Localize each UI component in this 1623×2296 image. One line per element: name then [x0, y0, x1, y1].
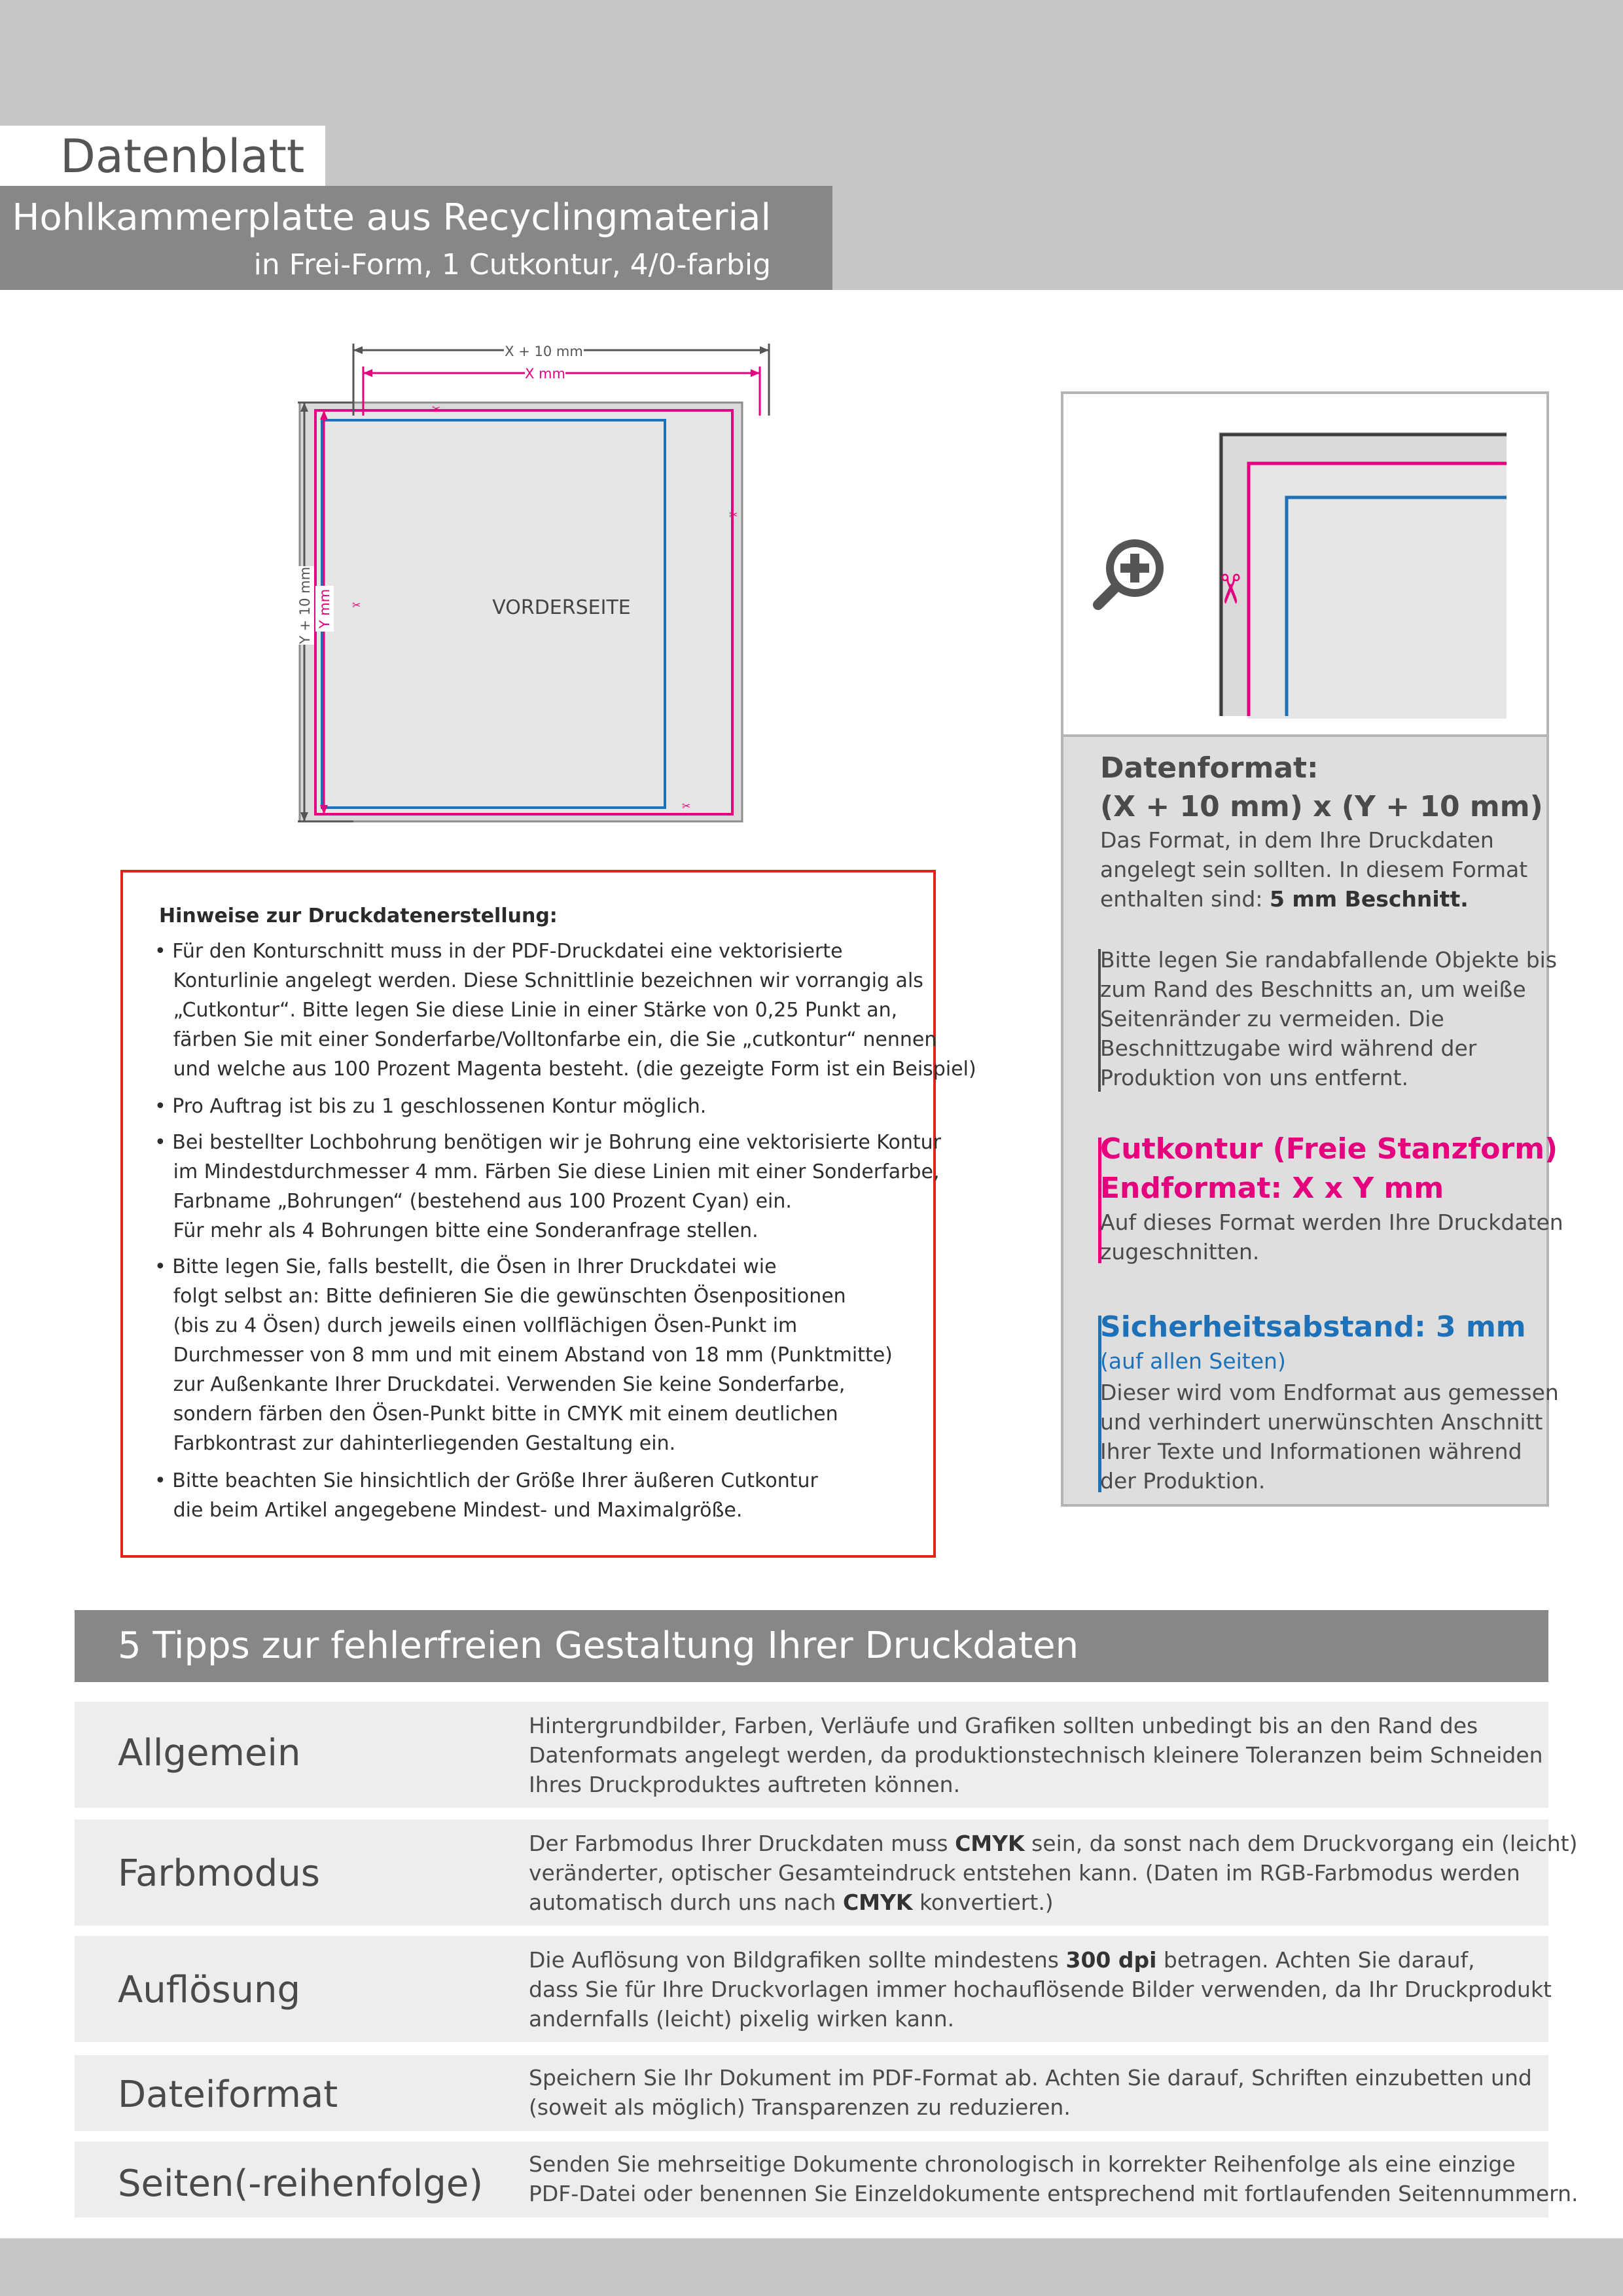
data-format-title: Datenformat: [1100, 751, 1319, 785]
hint-line: (bis zu 4 Ösen) durch jeweils einen vollflächigen Ösen-Punkt im [154, 1314, 798, 1337]
data-format-size: (X + 10 mm) x (Y + 10 mm) [1100, 790, 1543, 823]
hint-line: • Für den Konturschnitt muss in der PDF-Druckdatei eine vektorisierte [154, 940, 843, 963]
cut-desc: Auf dieses Format werden Ihre Druckdaten [1100, 1210, 1563, 1235]
tip-text-line: PDF-Datei oder benennen Sie Einzeldokumente entsprechend mit fortlaufenden Seitennummern. [529, 2181, 1578, 2206]
safety-desc-line: Dieser wird vom Endformat aus gemessen [1100, 1380, 1559, 1405]
safety-desc-line: und verhindert unerwünschten Anschnitt [1100, 1409, 1543, 1435]
safety-desc [1100, 1378, 1559, 1496]
tip-text-line: Senden Sie mehrseitige Dokumente chronologisch in korrekter Reihenfolge als eine einzige [529, 2151, 1516, 2177]
dim-inner-width-label: X mm [525, 366, 565, 382]
hint-line: Für mehr als 4 Bohrungen bitte eine Sonderanfrage stellen. [154, 1219, 758, 1242]
tip-text [529, 2063, 1532, 2122]
safety-margin-title: Sicherheitsabstand: 3 mm [1100, 1310, 1526, 1344]
zoom-in-icon [1089, 531, 1181, 617]
tip-row-resolution [75, 1936, 1552, 2042]
bleed-desc-line: Beschnittzugabe wird während der [1100, 1035, 1477, 1061]
product-title: Hohlkammerplatte aus Recyclingmaterial [12, 196, 771, 239]
tip-text-line: andernfalls (leicht) pixelig wirken kann. [529, 2006, 955, 2032]
bleed-desc-line: Seitenränder zu vermeiden. Die [1100, 1006, 1444, 1031]
data-format-desc: angelegt sein sollten. In diesem Format [1100, 857, 1528, 882]
tip-text-part: Der Farbmodus Ihrer Druckdaten muss [529, 1831, 955, 1856]
tip-text-line: Hintergrundbilder, Farben, Verläufe und Grafiken sollten unbedingt bis an den Rand des [529, 1713, 1478, 1738]
tips-title: 5 Tipps zur fehlerfreien Gestaltung Ihrer Druckdaten [118, 1624, 1079, 1667]
safety-margin-sub: (auf allen Seiten) [1100, 1348, 1286, 1374]
bleed-detail [1206, 432, 1513, 720]
tip-label: Allgemein [118, 1732, 301, 1774]
tip-text [529, 2149, 1578, 2208]
bleed-amount: 5 mm Beschnitt. [1269, 886, 1469, 912]
scissors-icon: ✂ [352, 599, 361, 611]
tip-text-part: betragen. Achten Sie darauf, [1156, 1947, 1475, 1973]
data-format-desc [1100, 886, 1469, 912]
hint-line: folgt selbst an: Bitte definieren Sie die gewünschten Ösenpositionen [154, 1285, 846, 1308]
hint-line: die beim Artikel angegebene Mindest- und Maximalgröße. [154, 1499, 743, 1522]
tip-text-line: dass Sie für Ihre Druckvorlagen immer hochauflösende Bilder verwenden, da Ihr Druckprodukt [529, 1977, 1552, 2002]
hint-line: • Bitte legen Sie, falls bestellt, die Ösen in Ihrer Druckdatei wie [154, 1255, 777, 1278]
tip-text-line: veränderter, optischer Gesamteindruck entstehen kann. (Daten im RGB-Farbmodus werden [529, 1860, 1520, 1886]
hint-line: Farbkontrast zur dahinterliegenden Gestaltung ein. [154, 1432, 676, 1455]
tip-row-color-mode [75, 1820, 1578, 1926]
tip-row-page-order [75, 2142, 1578, 2217]
hint-line: sondern färben den Ösen-Punkt bitte in CMYK mit einem deutlichen [154, 1403, 838, 1426]
scissors-icon: ✂ [432, 403, 441, 415]
cut-desc: zugeschnitten. [1100, 1239, 1260, 1265]
divider [1063, 734, 1546, 737]
hint-line: • Bei bestellter Lochbohrung benötigen wir je Bohrung eine vektorisierte Kontur [154, 1131, 941, 1154]
dim-outer-height-label: Y + 10 mm [297, 566, 313, 645]
tip-label: Farbmodus [118, 1852, 320, 1895]
tip-text-line: Datenformats angelegt werden, da produktionstechnisch kleinere Toleranzen beim Schneiden [529, 1742, 1543, 1768]
hint-line: Farbname „Bohrungen“ (bestehend aus 100 Prozent Cyan) ein. [154, 1190, 792, 1213]
bleed-desc-line: Bitte legen Sie randabfallende Objekte bis [1100, 947, 1558, 973]
product-subtitle: in Frei-Form, 1 Cutkontur, 4/0-farbig [253, 248, 771, 281]
tip-text-bold: CMYK [955, 1831, 1025, 1856]
tip-text-part: sein, da sonst nach dem Druckvorgang ein (leicht) [1024, 1831, 1578, 1856]
tip-text-bold: CMYK [842, 1890, 913, 1915]
tip-text [529, 1711, 1543, 1799]
tip-row-file-format [75, 2055, 1548, 2131]
tip-text-line: Speichern Sie Ihr Dokument im PDF-Format ab. Achten Sie darauf, Schriften einzubetten und [529, 2065, 1532, 2090]
final-format-title: Endformat: X x Y mm [1100, 1172, 1444, 1205]
bleed-desc-line: Produktion von uns entfernt. [1100, 1065, 1409, 1090]
bleed-desc-line: zum Rand des Beschnitts an, um weiße [1100, 977, 1526, 1002]
hint-line: Durchmesser von 8 mm und mit einem Abstand von 18 mm (Punktmitte) [154, 1344, 893, 1367]
dim-inner-height-label: Y mm [317, 588, 332, 629]
tip-text [529, 1945, 1552, 2034]
front-side-label: VORDERSEITE [492, 596, 631, 619]
hint-line: im Mindestdurchmesser 4 mm. Färben Sie diese Linien mit einer Sonderfarbe, [154, 1160, 940, 1183]
print-hints-title: Hinweise zur Druckdatenerstellung: [159, 905, 558, 927]
scissors-icon: ✂ [682, 800, 691, 812]
dim-outer-width-label: X + 10 mm [505, 344, 583, 359]
data-format-desc-text: enthalten sind: [1100, 886, 1270, 912]
tip-row-general [75, 1702, 1548, 1808]
footer-band [0, 2238, 1623, 2296]
tip-text [529, 1829, 1577, 1917]
format-diagram [281, 334, 792, 838]
hint-line: • Bitte beachten Sie hinsichtlich der Größe Ihrer äußeren Cutkontur [154, 1469, 818, 1492]
hint-line: zur Außenkante Ihrer Druckdatei. Verwenden Sie keine Sonderfarbe, [154, 1373, 846, 1396]
tip-label: Seiten(-reihenfolge) [118, 2162, 484, 2205]
hint-line: „Cutkontur“. Bitte legen Sie diese Linie in einer Stärke von 0,25 Punkt an, [154, 999, 898, 1022]
hint-line: färben Sie mit einer Sonderfarbe/Volltonfarbe ein, die Sie „cutkontur“ nennen [154, 1028, 937, 1051]
hint-line: • Pro Auftrag ist bis zu 1 geschlossenen Kontur möglich. [154, 1095, 707, 1118]
hint-line: Konturlinie angelegt werden. Diese Schnittlinie bezeichnen wir vorrangig als [154, 969, 923, 992]
tip-label: Auflösung [118, 1969, 301, 2011]
page-title: Datenblatt [60, 130, 305, 183]
tip-text-part: automatisch durch uns nach [529, 1890, 843, 1915]
scissors-icon: ✂ [729, 509, 738, 521]
tip-text-bold: 300 dpi [1065, 1947, 1157, 1973]
scissors-icon: ✂ [1206, 572, 1254, 606]
tip-text-line: (soweit als möglich) Transparenzen zu reduzieren. [529, 2094, 1071, 2120]
data-format-desc: Das Format, in dem Ihre Druckdaten [1100, 827, 1494, 853]
cut-contour-title: Cutkontur (Freie Stanzform) [1100, 1132, 1558, 1166]
tip-text-part: konvertiert.) [912, 1890, 1054, 1915]
bleed-desc [1100, 945, 1557, 1092]
safety-desc-line: der Produktion. [1100, 1468, 1266, 1494]
hint-line: und welche aus 100 Prozent Magenta besteht. (die gezeigte Form ist ein Beispiel) [154, 1058, 976, 1081]
tip-text-line: Ihres Druckproduktes auftreten können. [529, 1772, 961, 1797]
tip-label: Dateiformat [118, 2073, 338, 2116]
safety-desc-line: Ihrer Texte und Informationen während [1100, 1439, 1522, 1464]
tip-text-part: Die Auflösung von Bildgrafiken sollte mindestens [529, 1947, 1066, 1973]
